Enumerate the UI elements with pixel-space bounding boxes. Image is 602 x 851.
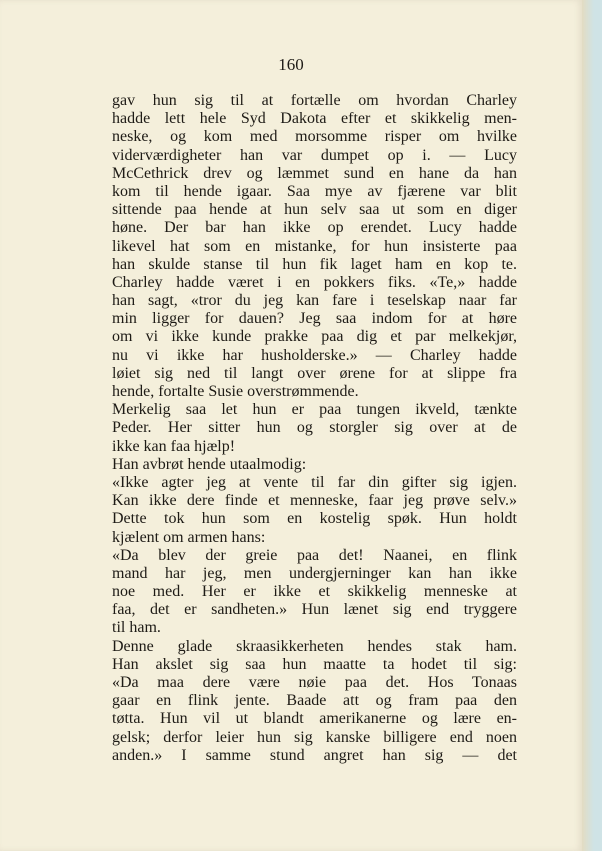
- text-line: han sagt, «tror du jeg kan fare i teselskap naar far: [112, 292, 517, 310]
- text-line: mand har jeg, men undergjerninger kan han ikke: [112, 564, 517, 582]
- text-line: kjælent om armen hans:: [112, 528, 266, 546]
- text-line: Charley hadde været i en pokkers fiks. «Te,» hadde: [112, 273, 517, 291]
- text-line: faa, det er sandheten.» Hun lænet sig end tryggere: [112, 601, 517, 619]
- text-line: anden.» I samme stund angret han sig — det: [112, 746, 517, 764]
- text-line: «Da blev der greie paa det! Naanei, en flink: [112, 546, 517, 564]
- text-line: noe med. Her er ikke et skikkelig menneske at: [112, 583, 517, 601]
- text-line: «Ikke agter jeg at vente til far din gifter sig igjen.: [112, 473, 517, 491]
- text-line: kom til hende igaar. Saa mye av fjærene var blit: [112, 182, 517, 200]
- text-line: neske, og kom med morsomme risper om hvilke: [112, 128, 517, 146]
- text-line: til ham.: [112, 619, 161, 637]
- text-line: hadde lett hele Syd Dakota efter et skikkelig men-: [112, 110, 517, 128]
- text-line: høne. Der bar han ikke op erendet. Lucy hadde: [112, 219, 517, 237]
- text-line: han skulde stanse til hun fik laget ham en kop te.: [112, 255, 517, 273]
- text-line: Han akslet sig saa hun maatte ta hodet til sig:: [112, 655, 517, 673]
- text-line: tøtta. Hun vil ut blandt amerikanerne og lære en-: [112, 710, 517, 728]
- text-line: gelsk; derfor leier hun sig kanske billigere end noen: [112, 728, 517, 746]
- text-line: Denne glade skraasikkerheten hendes stak ham.: [112, 637, 517, 655]
- text-line: gav hun sig til at fortælle om hvordan Charley: [112, 92, 517, 109]
- text-line: om vi ikke kunde prakke paa dig et par melkekjør,: [112, 328, 517, 346]
- text-line: viderværdigheter han var dumpet op i. — Lucy: [112, 146, 517, 164]
- text-line: Dette tok hun som en kostelig spøk. Hun holdt: [112, 510, 517, 528]
- body-text: [112, 92, 517, 765]
- page-edge: [582, 0, 602, 851]
- text-line: ikke kan faa hjælp!: [112, 437, 236, 455]
- text-line: gaar en flink jente. Baade att og fram paa den: [112, 692, 517, 710]
- text-line: «Da maa dere være nøie paa det. Hos Tonaas: [112, 674, 517, 691]
- text-line: McCethrick drev og læmmet sund en hane da han: [112, 164, 517, 182]
- page-number: 160: [278, 55, 304, 74]
- text-line: nu vi ikke har husholderske.» — Charley hadde: [112, 346, 517, 364]
- text-line: sittende paa hende at hun selv saa ut som en diger: [112, 201, 517, 219]
- text-line: min ligger for dauen? Jeg saa indom for at høre: [112, 310, 517, 328]
- text-line: Peder. Her sitter hun og storgler sig over at de: [112, 419, 517, 437]
- text-line: Merkelig saa let hun er paa tungen ikveld, tænkte: [112, 401, 517, 419]
- text-line: hende, fortalte Susie overstrømmende.: [112, 383, 359, 400]
- text-line: løiet sig ned til langt over ørene for at slippe fra: [112, 364, 517, 382]
- text-line: Kan ikke dere finde et menneske, faar jeg prøve selv.»: [112, 492, 517, 510]
- text-line: likevel hat som en mistanke, for hun insisterte paa: [112, 237, 517, 255]
- text-line: Han avbrøt hende utaalmodig:: [112, 455, 307, 473]
